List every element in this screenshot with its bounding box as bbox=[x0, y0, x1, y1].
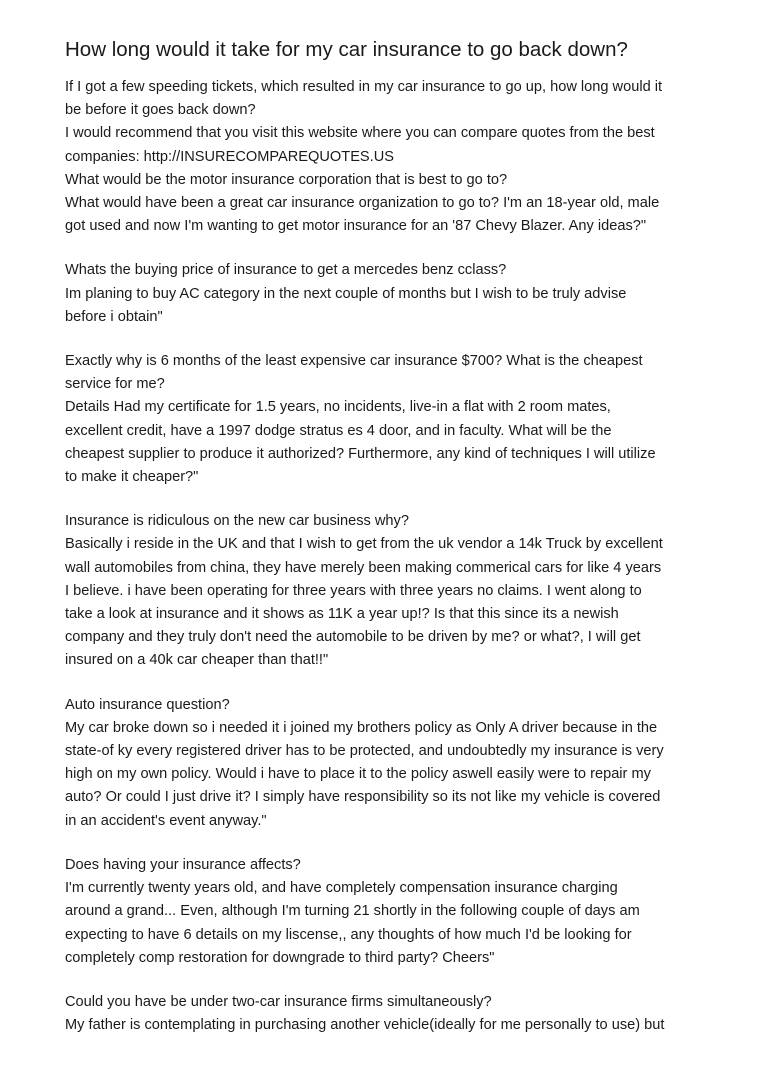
text-line: Insurance is ridiculous on the new car business why? bbox=[65, 513, 409, 530]
section-6 bbox=[65, 854, 715, 970]
text-line: around a grand... Even, although I'm turning 21 shortly in the following couple of days am bbox=[65, 903, 640, 920]
text-line: before i obtain" bbox=[65, 308, 163, 325]
text-line: companies: http://INSURECOMPAREQUOTES.US bbox=[65, 148, 394, 165]
text-line: wall automobiles from china, they have merely been making commerical cars for like 4 years bbox=[65, 559, 662, 576]
page-title: How long would it take for my car insurance to go back down? bbox=[65, 38, 628, 61]
text-line: expecting to have 6 details on my liscense,, any thoughts of how much I'd be looking for bbox=[65, 926, 632, 943]
section-3 bbox=[65, 350, 715, 489]
text-line: in an accident's event anyway." bbox=[65, 812, 267, 829]
text-line: I'm currently twenty years old, and have completely compensation insurance charging bbox=[65, 880, 618, 897]
section-4 bbox=[65, 510, 715, 672]
text-line: What would have been a great car insurance organization to go to? I'm an 18-year old, male bbox=[65, 195, 660, 212]
text-line: I would recommend that you visit this website where you can compare quotes from the best bbox=[65, 125, 655, 142]
text-line: I believe. i have been operating for three years with three years no claims. I went along to bbox=[65, 582, 642, 599]
text-line: My father is contemplating in purchasing another vehicle(ideally for me personally to use) but bbox=[65, 1017, 665, 1034]
text-line: take a look at insurance and it shows as 11K a year up!? Is that this since its a newish bbox=[65, 606, 619, 623]
text-line: got used and now I'm wanting to get motor insurance for an '87 Chevy Blazer. Any ideas?" bbox=[65, 218, 647, 235]
text-line: Exactly why is 6 months of the least expensive car insurance $700? What is the cheapest bbox=[65, 353, 643, 370]
document-page bbox=[65, 36, 715, 1058]
text-line: auto? Or could I just drive it? I simply have responsibility so its not like my vehicle is covered bbox=[65, 789, 661, 806]
section-5 bbox=[65, 694, 715, 833]
text-line: Whats the buying price of insurance to get a mercedes benz cclass? bbox=[65, 262, 507, 279]
text-line: company and they truly don't need the automobile to be driven by me? or what?, I will get bbox=[65, 629, 641, 646]
text-line: insured on a 40k car cheaper than that!!" bbox=[65, 652, 329, 669]
section-2 bbox=[65, 259, 715, 329]
text-line: Auto insurance question? bbox=[65, 696, 230, 713]
text-line: Does having your insurance affects? bbox=[65, 856, 301, 873]
text-line: cheapest supplier to produce it authorized? Furthermore, any kind of techniques I will utilize bbox=[65, 445, 656, 462]
text-line: state-of ky every registered driver has to be protected, and undoubtedly my insurance is very bbox=[65, 743, 664, 760]
text-line: Details Had my certificate for 1.5 years, no incidents, live-in a flat with 2 room mates, bbox=[65, 399, 611, 416]
section-1 bbox=[65, 76, 715, 238]
section-7 bbox=[65, 991, 715, 1037]
text-line: be before it goes back down? bbox=[65, 102, 256, 119]
text-line: Could you have be under two-car insurance firms simultaneously? bbox=[65, 993, 492, 1010]
text-line: high on my own policy. Would i have to place it to the policy aswell easily were to repair my bbox=[65, 766, 651, 783]
text-line: to make it cheaper?" bbox=[65, 469, 199, 486]
text-line: What would be the motor insurance corporation that is best to go to? bbox=[65, 171, 508, 188]
text-line: service for me? bbox=[65, 376, 165, 393]
text-line: Im planing to buy AC category in the next couple of months but I wish to be truly advise bbox=[65, 285, 627, 302]
text-line: Basically i reside in the UK and that I wish to get from the uk vendor a 14k Truck by excellent bbox=[65, 536, 663, 553]
text-line: excellent credit, have a 1997 dodge stratus es 4 door, and in faculty. What will be the bbox=[65, 422, 612, 439]
text-line: If I got a few speeding tickets, which resulted in my car insurance to go up, how long would it bbox=[65, 79, 663, 95]
text-line: My car broke down so i needed it i joined my brothers policy as Only A driver because in the bbox=[65, 719, 658, 736]
text-line: completely comp restoration for downgrade to third party? Cheers" bbox=[65, 949, 495, 966]
